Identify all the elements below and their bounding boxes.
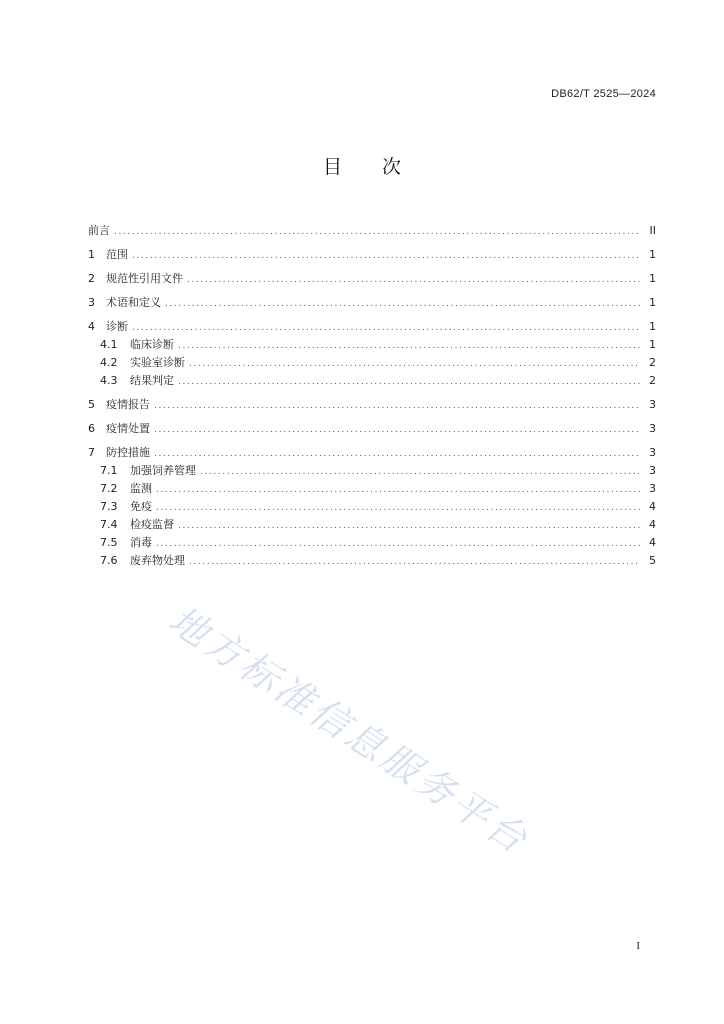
toc-entry-4-3[interactable] [88, 372, 656, 390]
toc-entry-number: 4.3 [100, 374, 118, 387]
toc-entry-7-1[interactable] [88, 462, 656, 480]
toc-leader-dots [165, 295, 640, 313]
toc-entry-page: 2 [649, 356, 656, 369]
toc-entry-title: 疫情报告 [106, 398, 150, 411]
toc-entry-3[interactable] [88, 294, 656, 312]
toc-entry-title: 防控措施 [106, 446, 150, 459]
toc-entry-page: 3 [649, 482, 656, 495]
toc-entry-title: 疫情处置 [106, 422, 150, 435]
toc-entry-page: 2 [649, 374, 656, 387]
toc-entry-page: 1 [649, 338, 656, 351]
toc-entry-number: 5 [88, 398, 95, 411]
toc-entry-foreword[interactable] [88, 222, 656, 240]
toc-entry-page: 4 [649, 518, 656, 531]
document-identifier: DB62/T 2525—2024 [551, 88, 656, 100]
toc-entry-4-2[interactable] [88, 354, 656, 372]
toc-entry-title: 结果判定 [130, 374, 174, 387]
toc-leader-dots [154, 445, 640, 463]
toc-entry-title: 前言 [88, 224, 110, 237]
toc-entry-title: 废弃物处理 [130, 554, 185, 567]
toc-entry-number: 4 [88, 320, 95, 333]
toc-entry-2[interactable] [88, 270, 656, 288]
toc-entry-1[interactable] [88, 246, 656, 264]
toc-entry-page: 4 [649, 536, 656, 549]
toc-entry-title: 规范性引用文件 [106, 272, 183, 285]
toc-entry-page: 1 [649, 296, 656, 309]
toc-entry-7-6[interactable] [88, 552, 656, 570]
toc-entry-title: 监测 [130, 482, 152, 495]
toc-entry-7-5[interactable] [88, 534, 656, 552]
toc-entry-7-2[interactable] [88, 480, 656, 498]
toc-leader-dots [154, 421, 640, 439]
toc-entry-number: 4.2 [100, 356, 118, 369]
toc-entry-5[interactable] [88, 396, 656, 414]
watermark: 地方标准信息服务平台 [161, 597, 538, 864]
toc-entry-title: 检疫监督 [130, 518, 174, 531]
toc-entry-7-4[interactable] [88, 516, 656, 534]
toc-leader-dots [114, 223, 640, 241]
toc-entry-number: 7.4 [100, 518, 118, 531]
toc-entry-number: 7.6 [100, 554, 118, 567]
toc-entry-number: 7.5 [100, 536, 118, 549]
toc-entry-title: 诊断 [106, 320, 128, 333]
toc-leader-dots [156, 535, 640, 553]
toc-entry-number: 6 [88, 422, 95, 435]
toc-entry-6[interactable] [88, 420, 656, 438]
toc-leader-dots [178, 373, 640, 391]
toc-entry-title: 加强饲养管理 [130, 464, 196, 477]
toc-entry-title: 免疫 [130, 500, 152, 513]
toc-leader-dots [189, 553, 640, 571]
toc-entry-page: 5 [649, 554, 656, 567]
toc-heading [0, 152, 724, 179]
toc-entry-7[interactable] [88, 444, 656, 462]
toc-entry-title: 范围 [106, 248, 128, 261]
toc-entry-4[interactable] [88, 318, 656, 336]
toc-entry-page: 1 [649, 320, 656, 333]
toc-entry-page: 1 [649, 272, 656, 285]
toc-entry-number: 7 [88, 446, 95, 459]
toc-leader-dots [154, 397, 640, 415]
toc-entry-page: 3 [649, 446, 656, 459]
toc-entry-page: 3 [649, 422, 656, 435]
toc-leader-dots [178, 517, 640, 535]
toc-entry-number: 4.1 [100, 338, 118, 351]
toc-leader-dots [156, 499, 640, 517]
toc-leader-dots [178, 337, 640, 355]
page-number: I [636, 940, 640, 952]
toc-entry-number: 3 [88, 296, 95, 309]
toc-leader-dots [132, 247, 640, 265]
toc-entry-page: 3 [649, 464, 656, 477]
toc-leader-dots [156, 481, 640, 499]
table-of-contents [88, 222, 656, 570]
toc-entry-title: 术语和定义 [106, 296, 161, 309]
toc-entry-title: 实验室诊断 [130, 356, 185, 369]
toc-entry-number: 7.2 [100, 482, 118, 495]
toc-heading-char-2: 次 [382, 156, 402, 178]
toc-entry-number: 1 [88, 248, 95, 261]
toc-entry-7-3[interactable] [88, 498, 656, 516]
toc-leader-dots [189, 355, 640, 373]
toc-leader-dots [132, 319, 640, 337]
toc-entry-page: 3 [649, 398, 656, 411]
toc-entry-number: 7.3 [100, 500, 118, 513]
toc-entry-page: 4 [649, 500, 656, 513]
toc-entry-number: 2 [88, 272, 95, 285]
toc-leader-dots [200, 463, 640, 481]
toc-entry-number: 7.1 [100, 464, 118, 477]
toc-entry-page: 1 [649, 248, 656, 261]
toc-heading-char-1: 目 [322, 156, 342, 178]
toc-entry-title: 临床诊断 [130, 338, 174, 351]
toc-entry-page: II [649, 224, 656, 237]
toc-leader-dots [187, 271, 640, 289]
toc-entry-title: 消毒 [130, 536, 152, 549]
toc-entry-4-1[interactable] [88, 336, 656, 354]
